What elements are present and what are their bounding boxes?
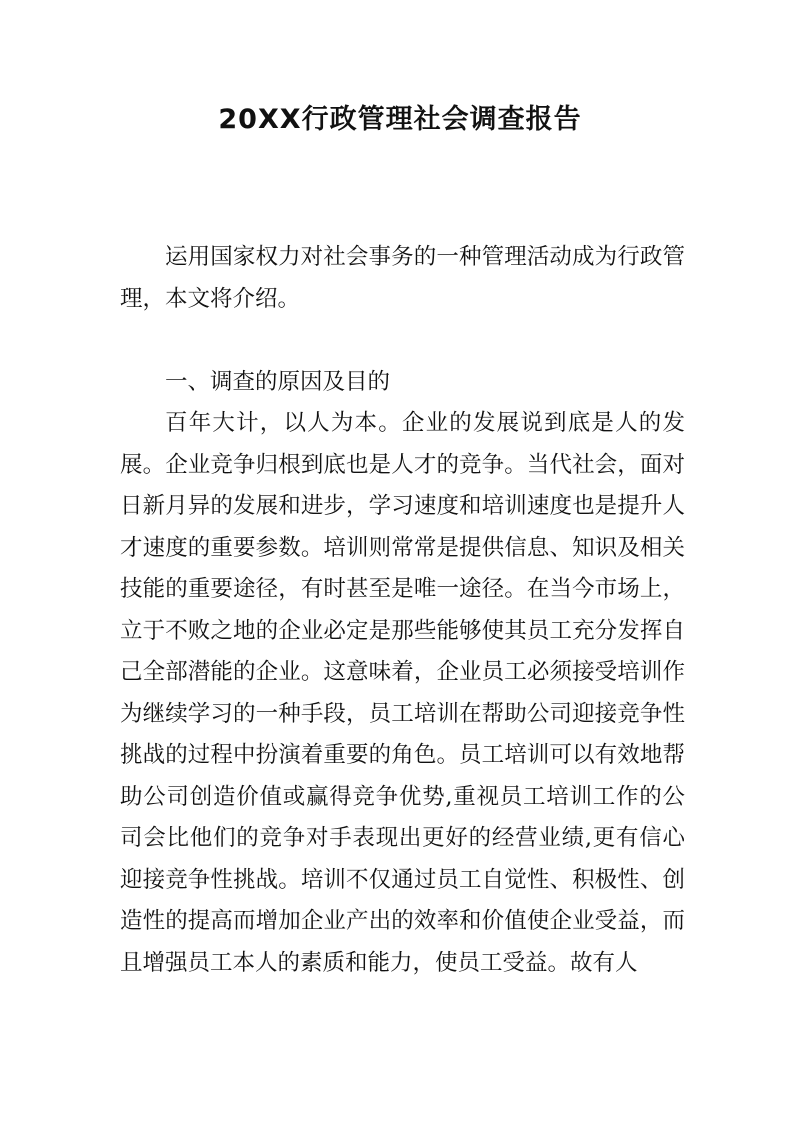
section-body-paragraph: 百年大计，以人为本。企业的发展说到底是人的发展。企业竞争归根到底也是人才的竞争。当代社会，面对日新月异的发展和进步，学习速度和培训速度也是提升人才速度的重要参数。培训则常常是提供信息、知识及相关技能的重要途径，有时甚至是唯一途径。在当今市场上，立于不败之地的企业必定是那些能够使其员工充分发挥自己全部潜能的企业。这意味着，企业员工必须接受培训作为继续学习的一种手段，员工培训在帮助公司迎接竞争性挑战的过程中扮演着重要的角色。员工培训可以有效地帮助公司创造价值或赢得竞争优势,重视员工培训工作的公司会比他们的竞争对手表现出更好的经营业绩,更有信心迎接竞争性挑战。培训不仅通过员工自觉性、积极性、创造性的提高而增加企业产出的效率和价值使企业受益，而且增强员工本人的素质和能力，使员工受益。故有人 [120,410,685,976]
document-title: 20XX行政管理社会调查报告 [218,104,582,135]
section-heading: 一、调查的原因及目的 [165,369,391,395]
intro-paragraph: 运用国家权力对社会事务的一种管理活动成为行政管理，本文将介绍。 [120,244,685,312]
